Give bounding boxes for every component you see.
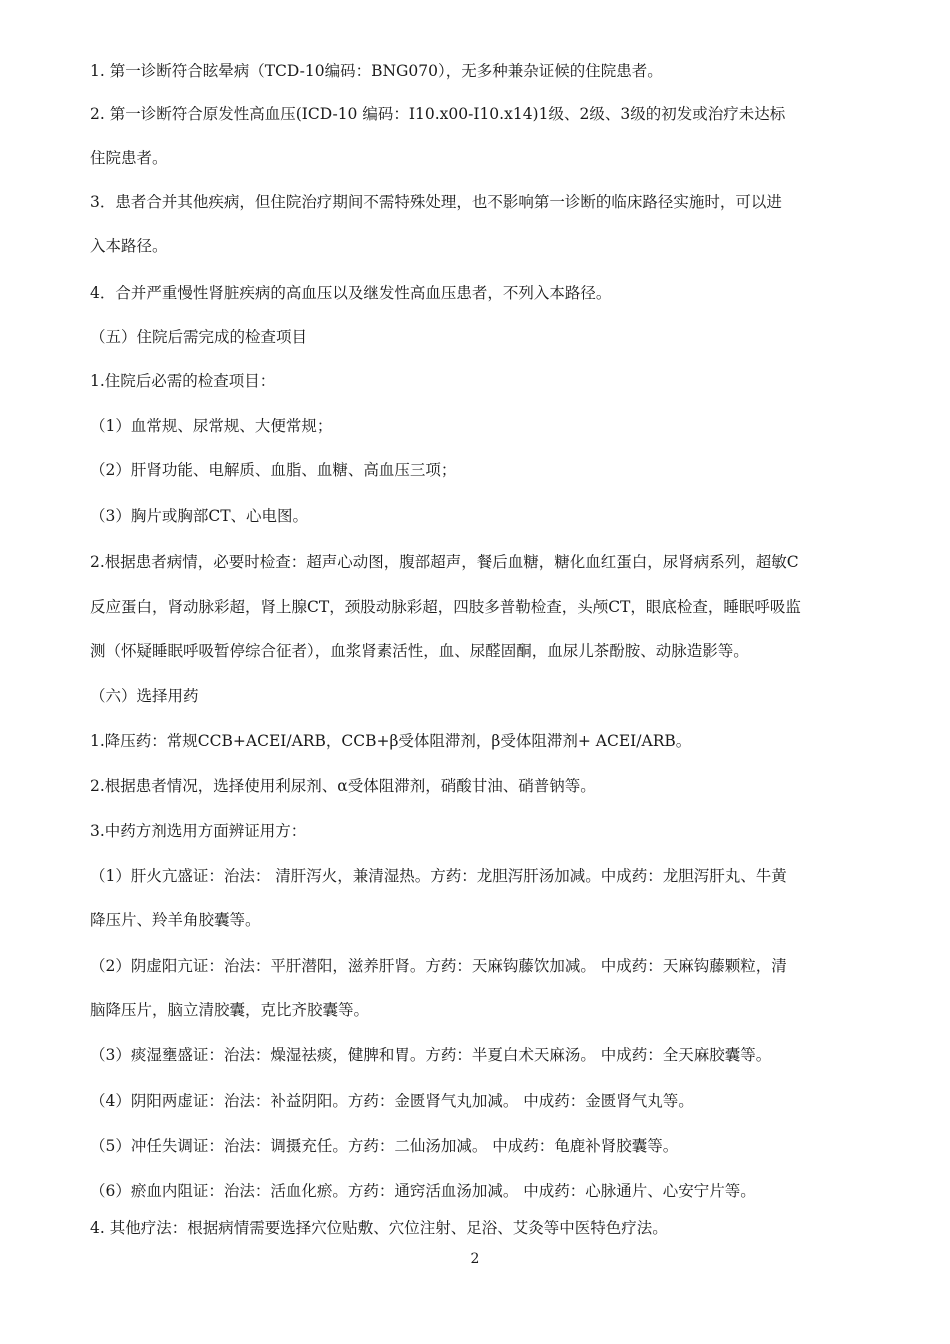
criteria-4-line: 4．合并严重慢性肾脏疾病的高血压以及继发性高血压患者，不列入本路径。: [90, 284, 612, 302]
syndrome-1-continued: 降压片、羚羊角胶囊等。: [90, 911, 261, 929]
syndrome-1-line: （1）肝火亢盛证：治法： 清肝泻火，兼清湿热。方药：龙胆泻肝汤加减。中成药：龙胆泻肝丸、牛黄: [90, 867, 787, 885]
optional-tests-line-1: 2.根据患者病情，必要时检查：超声心动图，腹部超声，餐后血糖，糖化血红蛋白，尿肾病系列，超敏C: [90, 553, 799, 571]
criteria-2-line: 2. 第一诊断符合原发性高血压(ICD-10 编码：I10.x00-I10.x14)1级、2级、3级的初发或治疗未达标: [90, 105, 786, 123]
syndrome-2-line: （2）阴虚阳亢证：治法：平肝潜阳，滋养肝肾。方药：天麻钩藤饮加减。 中成药：天麻钩藤颗粒，清: [90, 957, 787, 975]
required-test-1: （1）血常规、尿常规、大便常规；: [90, 417, 333, 435]
required-test-2: （2）肝肾功能、电解质、血脂、血糖、高血压三项；: [90, 461, 457, 479]
page-number: 2: [470, 1251, 480, 1267]
drug-item-3: 3.中药方剂选用方面辨证用方：: [90, 822, 307, 840]
syndrome-4-line: （4）阴阳两虚证：治法：补益阴阳。方药：金匮肾气丸加减。 中成药：金匮肾气丸等。: [90, 1092, 694, 1110]
drug-item-2: 2.根据患者情况，选择使用利尿剂、α受体阻滞剂，硝酸甘油、硝普钠等。: [90, 777, 596, 795]
criteria-2-continued: 住院患者。: [90, 149, 168, 167]
section-6-heading: （六）选择用药: [90, 687, 199, 705]
drug-item-1: 1.降压药：常规CCB+ACEI/ARB，CCB+β受体阻滞剂，β受体阻滞剂+ ACEI/ARB。: [90, 732, 692, 750]
other-therapy-line: 4. 其他疗法：根据病情需要选择穴位贴敷、穴位注射、足浴、艾灸等中医特色疗法。: [90, 1219, 668, 1237]
optional-tests-line-2: 反应蛋白，肾动脉彩超，肾上腺CT，颈股动脉彩超，四肢多普勒检查，头颅CT，眼底检查，睡眠呼吸监: [90, 598, 801, 616]
syndrome-5-line: （5）冲任失调证：治法：调摄充任。方药：二仙汤加减。 中成药：龟鹿补肾胶囊等。: [90, 1137, 679, 1155]
required-test-3: （3）胸片或胸部CT、心电图。: [90, 507, 309, 525]
syndrome-3-line: （3）痰湿壅盛证：治法：燥湿祛痰，健脾和胃。方药：半夏白术天麻汤。 中成药：全天麻胶囊等。: [90, 1046, 772, 1064]
criteria-3-line: 3．患者合并其他疾病，但住院治疗期间不需特殊处理，也不影响第一诊断的临床路径实施时，可以进: [90, 193, 782, 211]
criteria-3-continued: 入本路径。: [90, 237, 168, 255]
required-tests-heading: 1.住院后必需的检查项目：: [90, 372, 276, 390]
optional-tests-line-3: 测（怀疑睡眠呼吸暂停综合征者），血浆肾素活性，血、尿醛固酮，血尿儿茶酚胺、动脉造影等。: [90, 642, 749, 660]
syndrome-2-continued: 脑降压片，脑立清胶囊，克比齐胶囊等。: [90, 1001, 370, 1019]
criteria-1-line: 1. 第一诊断符合眩晕病（TCD-10编码：BNG070），无多种兼杂证候的住院患者。: [90, 62, 663, 80]
section-5-heading: （五）住院后需完成的检查项目: [90, 328, 308, 346]
syndrome-6-line: （6）瘀血内阻证：治法：活血化瘀。方药：通窍活血汤加减。 中成药：心脉通片、心安宁片等。: [90, 1182, 756, 1200]
